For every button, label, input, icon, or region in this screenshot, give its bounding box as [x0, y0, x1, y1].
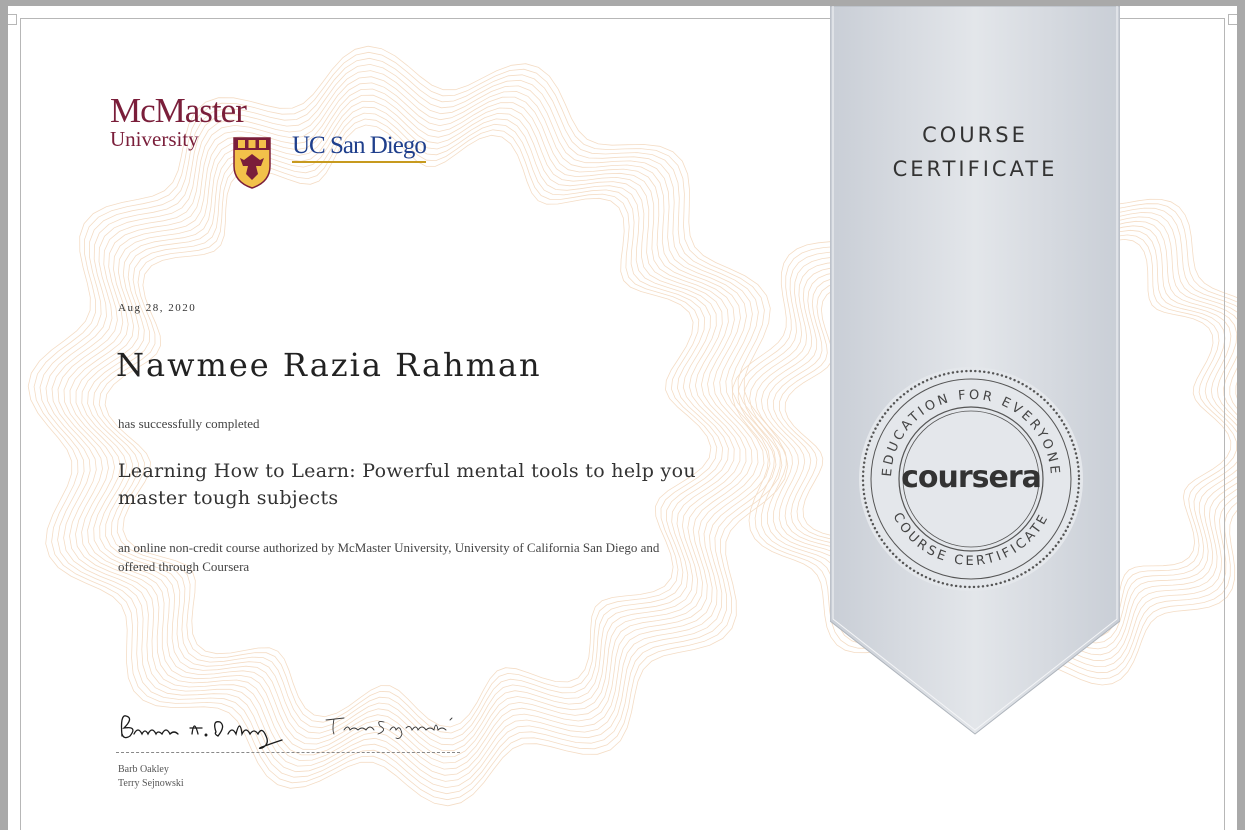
corner-mark-right — [1228, 14, 1237, 25]
mcmaster-crest-icon — [232, 136, 272, 190]
coursera-seal — [855, 363, 1087, 595]
signer-2: Terry Sejnowski — [118, 778, 184, 789]
certificate-sheet — [8, 6, 1237, 830]
certificate-type-line1: COURSE — [922, 123, 1028, 147]
course-description: an online non-credit course authorized by McMaster University, University of California San Diego and offered through Coursera — [118, 540, 660, 574]
course-title: Learning How to Learn: Powerful mental tools to help you master tough subjects — [118, 460, 696, 509]
mcmaster-name: McMaster — [110, 91, 246, 130]
signatures-image — [112, 704, 462, 754]
signer-1: Barb Oakley — [118, 764, 169, 775]
certificate-type-line2: CERTIFICATE — [892, 157, 1058, 181]
coursera-logo: coursera — [901, 460, 1041, 495]
corner-mark-left — [8, 14, 17, 25]
mcmaster-university: University — [110, 127, 199, 151]
signature-line — [116, 752, 460, 753]
seal-top-text: EDUCATION FOR EVERYONE — [879, 387, 1063, 478]
ucsd-logo: UC San Diego — [292, 132, 426, 163]
seal-bottom-text: COURSE CERTIFICATE — [889, 510, 1053, 570]
certificate-type — [830, 118, 1120, 186]
signature-terry-sejnowski — [326, 718, 452, 739]
completed-text: has successfully completed — [118, 416, 260, 431]
issue-date: Aug 28, 2020 — [118, 302, 197, 314]
signature-barb-oakley — [122, 716, 283, 749]
university-logos — [110, 91, 426, 159]
recipient-name: Nawmee Razia Rahman — [116, 346, 542, 384]
